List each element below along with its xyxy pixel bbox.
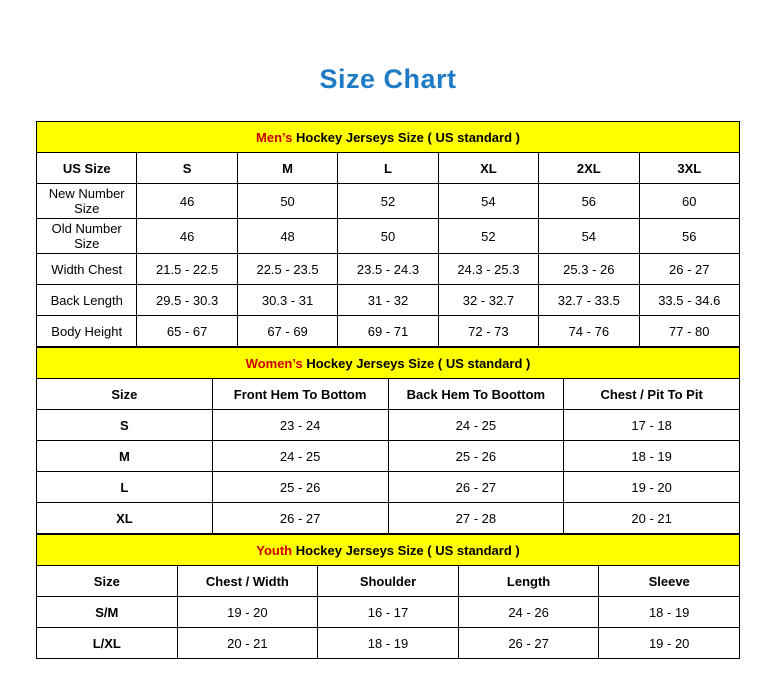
table-header-row xyxy=(37,566,740,597)
mens-cell: 46 xyxy=(137,219,237,254)
mens-cell: 29.5 - 30.3 xyxy=(137,285,237,316)
mens-cell: 23.5 - 24.3 xyxy=(338,254,438,285)
mens-cell: 69 - 71 xyxy=(338,316,438,347)
table-row xyxy=(37,219,740,254)
table-row xyxy=(37,597,740,628)
mens-cell: 30.3 - 31 xyxy=(237,285,337,316)
table-row xyxy=(37,503,740,534)
womens-header-cell: Chest / Pit To Pit xyxy=(564,379,740,410)
table-row xyxy=(37,254,740,285)
mens-banner-rest: Hockey Jerseys Size ( US standard ) xyxy=(292,129,520,145)
mens-cell: 56 xyxy=(539,184,639,219)
youth-cell: 16 - 17 xyxy=(318,597,459,628)
mens-cell: 33.5 - 34.6 xyxy=(639,285,739,316)
womens-cell: 17 - 18 xyxy=(564,410,740,441)
page-title: Size Chart xyxy=(319,64,457,94)
womens-cell: 24 - 25 xyxy=(388,410,564,441)
mens-cell: 65 - 67 xyxy=(137,316,237,347)
womens-cell: 26 - 27 xyxy=(212,503,388,534)
mens-cell: 31 - 32 xyxy=(338,285,438,316)
mens-cell: 24.3 - 25.3 xyxy=(438,254,538,285)
mens-row-label: Body Height xyxy=(37,316,137,347)
table-row xyxy=(37,316,740,347)
table-banner-row xyxy=(37,348,740,379)
womens-banner-rest: Hockey Jerseys Size ( US standard ) xyxy=(302,355,531,371)
table-header-row xyxy=(37,153,740,184)
mens-banner xyxy=(37,122,740,153)
womens-header-cell: Back Hem To Boottom xyxy=(388,379,564,410)
mens-cell: 52 xyxy=(338,184,438,219)
youth-size-table xyxy=(36,534,740,659)
mens-cell: 50 xyxy=(338,219,438,254)
youth-cell: 20 - 21 xyxy=(177,628,318,659)
table-banner-row xyxy=(37,122,740,153)
youth-cell: 19 - 20 xyxy=(599,628,740,659)
mens-cell: 32.7 - 33.5 xyxy=(539,285,639,316)
mens-header-cell: XL xyxy=(438,153,538,184)
youth-banner xyxy=(37,535,740,566)
mens-header-cell: L xyxy=(338,153,438,184)
womens-cell: 27 - 28 xyxy=(388,503,564,534)
youth-header-cell: Chest / Width xyxy=(177,566,318,597)
mens-cell: 67 - 69 xyxy=(237,316,337,347)
table-row xyxy=(37,441,740,472)
womens-header-cell: Size xyxy=(37,379,213,410)
mens-cell: 32 - 32.7 xyxy=(438,285,538,316)
womens-row-label: M xyxy=(37,441,213,472)
mens-cell: 22.5 - 23.5 xyxy=(237,254,337,285)
table-row xyxy=(37,184,740,219)
womens-cell: 18 - 19 xyxy=(564,441,740,472)
youth-cell: 19 - 20 xyxy=(177,597,318,628)
youth-header-cell: Shoulder xyxy=(318,566,459,597)
mens-cell: 48 xyxy=(237,219,337,254)
size-chart-container xyxy=(36,121,740,659)
womens-size-table xyxy=(36,347,740,534)
mens-cell: 74 - 76 xyxy=(539,316,639,347)
womens-cell: 25 - 26 xyxy=(388,441,564,472)
womens-banner xyxy=(37,348,740,379)
womens-cell: 26 - 27 xyxy=(388,472,564,503)
table-row xyxy=(37,472,740,503)
womens-cell: 25 - 26 xyxy=(212,472,388,503)
table-banner-row xyxy=(37,535,740,566)
mens-header-cell: S xyxy=(137,153,237,184)
womens-row-label: L xyxy=(37,472,213,503)
mens-cell: 72 - 73 xyxy=(438,316,538,347)
mens-header-cell: 2XL xyxy=(539,153,639,184)
youth-cell: 18 - 19 xyxy=(599,597,740,628)
womens-banner-accent: Women’s xyxy=(245,355,303,371)
mens-cell: 60 xyxy=(639,184,739,219)
mens-header-cell: M xyxy=(237,153,337,184)
mens-cell: 52 xyxy=(438,219,538,254)
table-row xyxy=(37,410,740,441)
table-header-row xyxy=(37,379,740,410)
womens-cell: 19 - 20 xyxy=(564,472,740,503)
womens-row-label: XL xyxy=(37,503,213,534)
mens-row-label: New Number Size xyxy=(37,184,137,219)
mens-cell: 54 xyxy=(438,184,538,219)
youth-banner-rest: Hockey Jerseys Size ( US standard ) xyxy=(292,542,520,558)
youth-row-label: S/M xyxy=(37,597,178,628)
youth-cell: 24 - 26 xyxy=(458,597,599,628)
youth-row-label: L/XL xyxy=(37,628,178,659)
womens-row-label: S xyxy=(37,410,213,441)
womens-cell: 24 - 25 xyxy=(212,441,388,472)
womens-header-cell: Front Hem To Bottom xyxy=(212,379,388,410)
youth-cell: 18 - 19 xyxy=(318,628,459,659)
womens-cell: 23 - 24 xyxy=(212,410,388,441)
mens-row-label: Width Chest xyxy=(37,254,137,285)
mens-header-cell: US Size xyxy=(37,153,137,184)
mens-cell: 50 xyxy=(237,184,337,219)
youth-header-cell: Sleeve xyxy=(599,566,740,597)
mens-cell: 26 - 27 xyxy=(639,254,739,285)
womens-cell: 20 - 21 xyxy=(564,503,740,534)
mens-cell: 21.5 - 22.5 xyxy=(137,254,237,285)
mens-banner-accent: Men’s xyxy=(256,129,293,145)
youth-header-cell: Size xyxy=(37,566,178,597)
mens-cell: 77 - 80 xyxy=(639,316,739,347)
mens-cell: 25.3 - 26 xyxy=(539,254,639,285)
table-row xyxy=(37,628,740,659)
youth-cell: 26 - 27 xyxy=(458,628,599,659)
mens-cell: 46 xyxy=(137,184,237,219)
mens-row-label: Back Length xyxy=(37,285,137,316)
youth-header-cell: Length xyxy=(458,566,599,597)
mens-size-table xyxy=(36,121,740,347)
mens-row-label: Old Number Size xyxy=(37,219,137,254)
mens-cell: 56 xyxy=(639,219,739,254)
table-row xyxy=(37,285,740,316)
mens-cell: 54 xyxy=(539,219,639,254)
youth-banner-accent: Youth xyxy=(256,542,293,558)
mens-header-cell: 3XL xyxy=(639,153,739,184)
